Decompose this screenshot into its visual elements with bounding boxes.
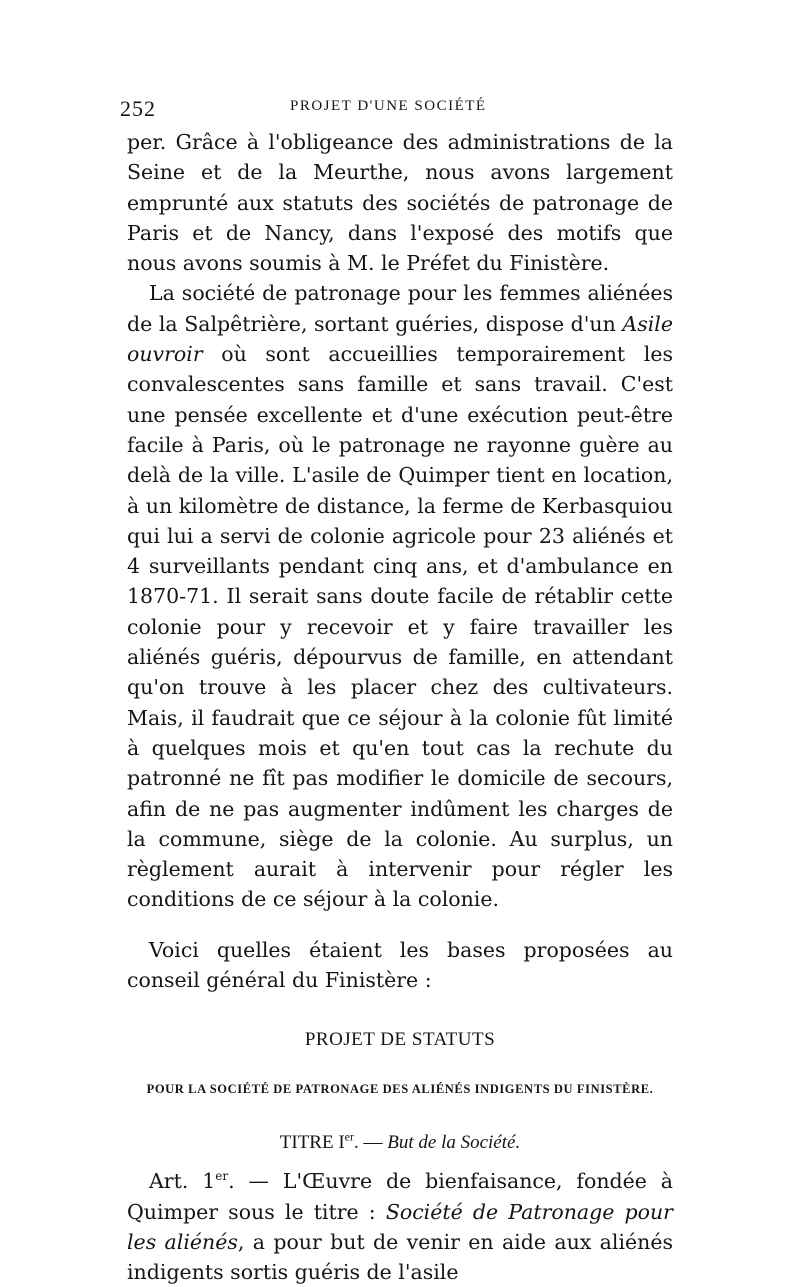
article-label: Art. 1 (149, 1169, 216, 1194)
article-text-1: . — L'Œuvre de bienfaisance, fondée à Quimper sous le titre : (127, 1169, 673, 1224)
paragraph-2-start: La société de patronage pour les femmes aliénées de la Salpêtrière, sortant guéries, dispose d'un (127, 281, 673, 336)
titre-sep: . — (354, 1131, 388, 1153)
article-1 (127, 1166, 673, 1287)
paragraph-2-italic: Asile ouvroir (127, 311, 673, 367)
article-text-2: , a pour but de venir en aide aux aliénés indigents sortis guéris de l'asile (127, 1229, 674, 1285)
paragraph-1: per. Grâce à l'obligeance des administrations de la Seine et de la Meurthe, nous avons largement emprunté aux statuts des sociétés de patronage de Paris et de Nancy, dans l'exposé des motifs que nous avons soumis à M. le Préfet du Finistère. (127, 130, 673, 276)
statuts-subtitle: POUR LA SOCIÉTÉ DE PATRONAGE DES ALIÉNÉS INDIGENTS DU FINISTÈRE. (146, 1081, 654, 1096)
titre-heading (127, 1128, 673, 1158)
statuts-title: PROJET DE STATUTS (304, 1029, 496, 1051)
titre-label: TITRE I (279, 1131, 345, 1153)
running-header (120, 96, 680, 121)
body-text (127, 127, 673, 1287)
article-sup: er (215, 1169, 229, 1184)
paragraph-3: Voici quelles étaient les bases proposées au conseil général du Finistère : (127, 937, 673, 993)
page-number: 252 (120, 96, 156, 121)
paragraph-2 (127, 278, 673, 914)
paragraph-2-end: où sont accueillies temporairement les convalescentes sans famille et sans travail. C'est une pensée excellente et d'une exécution peut-être facile à Paris, où le patronage ne rayonne guère au delà de la ville. L'asile de Quimper tient en location, à un kilomètre de distance, la ferme de Kerbasquiou qui lui a servi de colonie agricole pour 23 aliénés et 4 surveillants pendant cinq ans, et d'ambulance en 1870-71. Il serait sans doute facile de rétablir cette colonie pour y recevoir et y faire travailler les aliénés guéris, dépourvus de famille, en attendant qu'on trouve à les placer chez des cultivateurs. Mais, il faudrait que ce séjour à la colonie fût limité à quelques mois et qu'en tout cas la rechute du patronné ne fît pas modifier le domicile de secours, afin de ne pas augmenter indûment les charges de la commune, siège de la colonie. Au surplus, un règlement aurait à intervenir pour régler les conditions de ce séjour à la colonie. (127, 342, 673, 912)
titre-italic: But de la Société. (387, 1131, 521, 1153)
article-italic: Société de Patronage pour les aliénés (127, 1199, 673, 1254)
running-title: PROJET D'UNE SOCIÉTÉ (290, 98, 487, 114)
titre-sup: er (344, 1129, 354, 1144)
